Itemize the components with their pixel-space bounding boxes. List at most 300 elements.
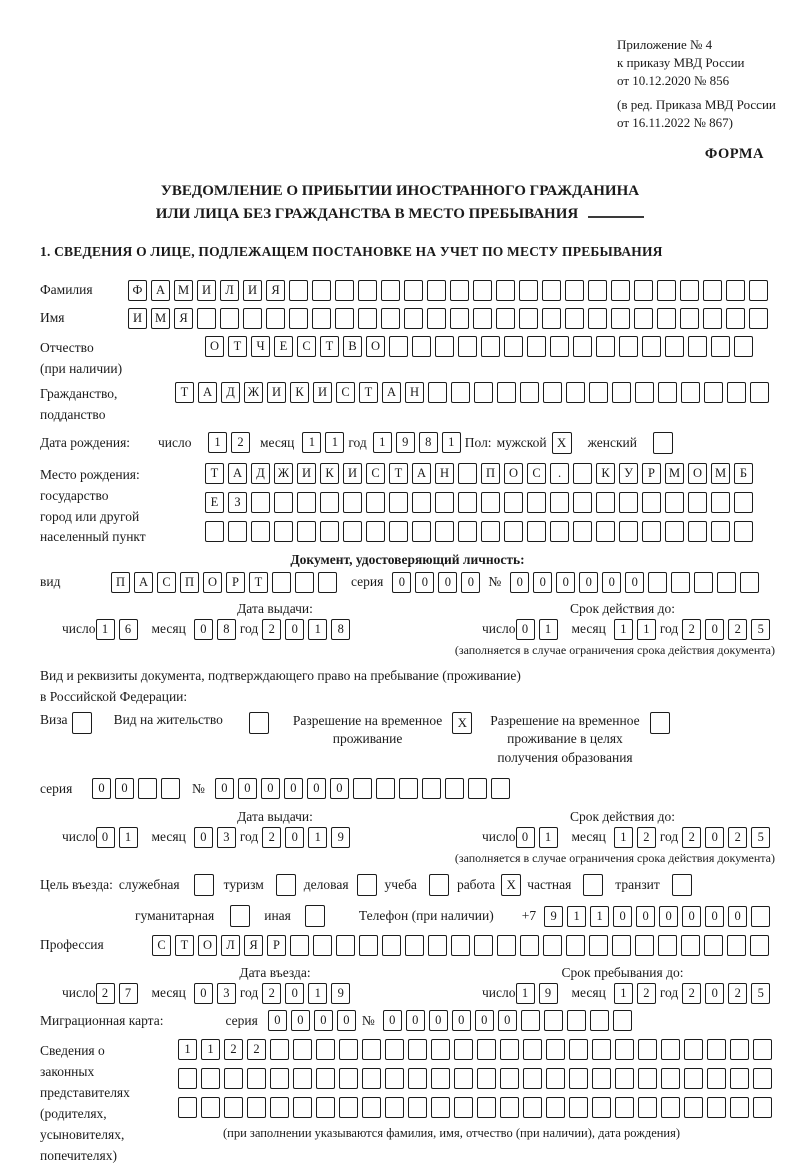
char-cell[interactable] [638,1039,657,1060]
char-cell[interactable]: Ф [128,280,147,301]
char-cell[interactable] [473,308,492,329]
char-cell[interactable] [703,280,722,301]
char-cell[interactable] [408,1097,427,1118]
char-cell[interactable] [293,1068,312,1089]
char-cell[interactable]: 0 [475,1010,494,1031]
char-cell[interactable] [445,778,464,799]
char-cell[interactable] [751,906,770,927]
char-cell[interactable] [366,492,385,513]
char-cell[interactable]: М [665,463,684,484]
char-cell[interactable] [220,308,239,329]
char-cell[interactable]: 9 [331,983,350,1004]
char-cell[interactable] [694,572,713,593]
char-cell[interactable] [474,382,493,403]
char-cell[interactable] [642,492,661,513]
char-cell[interactable] [474,935,493,956]
char-cell[interactable] [684,1097,703,1118]
char-cell[interactable] [546,1068,565,1089]
char-cell[interactable] [412,492,431,513]
char-cell[interactable] [519,308,538,329]
char-cell[interactable]: 0 [533,572,552,593]
char-cell[interactable]: 3 [217,983,236,1004]
char-cell[interactable] [596,336,615,357]
char-cell[interactable] [320,521,339,542]
char-cell[interactable] [435,521,454,542]
char-cell[interactable]: Д [221,382,240,403]
char-cell[interactable]: 0 [115,778,134,799]
char-cell[interactable] [619,492,638,513]
char-cell[interactable]: О [366,336,385,357]
char-cell[interactable]: 0 [406,1010,425,1031]
char-cell[interactable] [385,1097,404,1118]
char-cell[interactable] [681,935,700,956]
char-cell[interactable]: 2 [262,827,281,848]
char-cell[interactable] [454,1068,473,1089]
char-cell[interactable]: В [343,336,362,357]
char-cell[interactable]: М [151,308,170,329]
char-cell[interactable]: 8 [217,619,236,640]
char-cell[interactable] [289,308,308,329]
char-cell[interactable] [274,521,293,542]
char-cell[interactable] [359,935,378,956]
char-cell[interactable] [389,521,408,542]
char-cell[interactable] [730,1039,749,1060]
char-cell[interactable] [665,492,684,513]
char-cell[interactable] [504,492,523,513]
char-cell[interactable]: К [320,463,339,484]
char-cell[interactable]: 2 [728,827,747,848]
char-cell[interactable]: И [128,308,147,329]
char-cell[interactable]: Е [274,336,293,357]
char-cell[interactable]: 0 [285,619,304,640]
char-cell[interactable] [404,280,423,301]
char-cell[interactable]: 0 [194,983,213,1004]
char-cell[interactable]: 2 [262,983,281,1004]
char-cell[interactable] [657,280,676,301]
char-cell[interactable] [247,1068,266,1089]
char-cell[interactable] [688,492,707,513]
char-cell[interactable]: 1 [208,432,227,453]
char-cell[interactable]: А [382,382,401,403]
char-cell[interactable] [707,1097,726,1118]
char-cell[interactable] [519,280,538,301]
char-cell[interactable] [749,308,768,329]
char-cell[interactable]: 2 [637,983,656,1004]
char-cell[interactable]: 0 [392,572,411,593]
char-cell[interactable] [661,1039,680,1060]
char-cell[interactable] [454,1039,473,1060]
char-cell[interactable] [589,382,608,403]
char-cell[interactable]: 3 [217,827,236,848]
char-cell[interactable]: С [336,382,355,403]
char-cell[interactable] [619,521,638,542]
char-cell[interactable] [316,1039,335,1060]
checkbox-gender-female[interactable] [653,432,673,454]
char-cell[interactable]: 8 [419,432,438,453]
char-cell[interactable] [588,280,607,301]
char-cell[interactable] [592,1068,611,1089]
char-cell[interactable] [427,280,446,301]
char-cell[interactable] [450,308,469,329]
char-cell[interactable] [550,336,569,357]
char-cell[interactable]: 2 [728,983,747,1004]
char-cell[interactable]: Я [244,935,263,956]
char-cell[interactable]: 6 [119,619,138,640]
char-cell[interactable] [734,521,753,542]
char-cell[interactable]: А [198,382,217,403]
char-cell[interactable]: 0 [284,778,303,799]
checkbox-purpose-work[interactable]: X [501,874,521,896]
char-cell[interactable] [404,308,423,329]
char-cell[interactable] [704,382,723,403]
char-cell[interactable]: 1 [614,619,633,640]
char-cell[interactable] [527,521,546,542]
char-cell[interactable] [635,935,654,956]
char-cell[interactable] [661,1068,680,1089]
char-cell[interactable] [228,521,247,542]
char-cell[interactable] [615,1039,634,1060]
char-cell[interactable]: 1 [614,827,633,848]
char-cell[interactable] [336,935,355,956]
char-cell[interactable]: А [134,572,153,593]
char-cell[interactable] [316,1068,335,1089]
char-cell[interactable] [588,308,607,329]
char-cell[interactable]: Ч [251,336,270,357]
char-cell[interactable] [661,1097,680,1118]
char-cell[interactable] [592,1097,611,1118]
char-cell[interactable] [613,1010,632,1031]
char-cell[interactable] [521,1010,540,1031]
char-cell[interactable]: 0 [314,1010,333,1031]
char-cell[interactable] [428,382,447,403]
char-cell[interactable]: А [228,463,247,484]
char-cell[interactable] [270,1068,289,1089]
char-cell[interactable]: 0 [415,572,434,593]
checkbox-purpose-transit[interactable] [672,874,692,896]
char-cell[interactable] [596,492,615,513]
char-cell[interactable] [477,1097,496,1118]
char-cell[interactable] [399,778,418,799]
char-cell[interactable] [565,308,584,329]
char-cell[interactable] [527,336,546,357]
char-cell[interactable]: П [481,463,500,484]
char-cell[interactable] [381,280,400,301]
char-cell[interactable] [473,280,492,301]
char-cell[interactable] [243,308,262,329]
char-cell[interactable]: 0 [516,827,535,848]
char-cell[interactable] [458,521,477,542]
char-cell[interactable] [376,778,395,799]
char-cell[interactable]: О [198,935,217,956]
char-cell[interactable]: 2 [682,827,701,848]
char-cell[interactable] [573,521,592,542]
char-cell[interactable]: 9 [396,432,415,453]
char-cell[interactable] [313,935,332,956]
char-cell[interactable]: И [267,382,286,403]
char-cell[interactable]: 2 [224,1039,243,1060]
char-cell[interactable] [734,336,753,357]
char-cell[interactable] [753,1068,772,1089]
char-cell[interactable] [290,935,309,956]
char-cell[interactable] [339,1068,358,1089]
char-cell[interactable] [481,521,500,542]
char-cell[interactable]: А [412,463,431,484]
char-cell[interactable] [504,521,523,542]
char-cell[interactable]: Н [435,463,454,484]
char-cell[interactable]: Р [267,935,286,956]
char-cell[interactable] [318,572,337,593]
char-cell[interactable]: 0 [429,1010,448,1031]
char-cell[interactable]: 0 [285,983,304,1004]
char-cell[interactable] [657,308,676,329]
char-cell[interactable] [619,336,638,357]
char-cell[interactable] [500,1097,519,1118]
char-cell[interactable] [550,521,569,542]
char-cell[interactable]: И [343,463,362,484]
char-cell[interactable]: Т [228,336,247,357]
char-cell[interactable]: С [527,463,546,484]
char-cell[interactable]: У [619,463,638,484]
char-cell[interactable]: 2 [231,432,250,453]
checkbox-purpose-study[interactable] [429,874,449,896]
char-cell[interactable]: 1 [302,432,321,453]
char-cell[interactable] [750,935,769,956]
char-cell[interactable] [546,1097,565,1118]
char-cell[interactable]: 0 [705,906,724,927]
char-cell[interactable] [680,280,699,301]
char-cell[interactable]: 9 [331,827,350,848]
char-cell[interactable] [458,336,477,357]
char-cell[interactable] [612,935,631,956]
char-cell[interactable] [366,521,385,542]
char-cell[interactable]: 0 [516,619,535,640]
char-cell[interactable]: Н [405,382,424,403]
char-cell[interactable] [504,336,523,357]
char-cell[interactable] [730,1097,749,1118]
char-cell[interactable]: 0 [383,1010,402,1031]
char-cell[interactable] [353,778,372,799]
checkbox-purpose-business[interactable] [357,874,377,896]
char-cell[interactable] [681,382,700,403]
char-cell[interactable]: 2 [96,983,115,1004]
char-cell[interactable]: 0 [602,572,621,593]
char-cell[interactable]: И [243,280,262,301]
char-cell[interactable] [481,492,500,513]
char-cell[interactable] [496,280,515,301]
char-cell[interactable]: О [504,463,523,484]
char-cell[interactable] [658,382,677,403]
char-cell[interactable] [658,935,677,956]
char-cell[interactable]: Т [175,382,194,403]
char-cell[interactable]: 1 [614,983,633,1004]
char-cell[interactable]: 5 [751,983,770,1004]
char-cell[interactable]: Ж [274,463,293,484]
char-cell[interactable]: Р [226,572,245,593]
char-cell[interactable]: Т [249,572,268,593]
checkbox-purpose-other[interactable] [305,905,325,927]
char-cell[interactable] [543,935,562,956]
char-cell[interactable] [543,382,562,403]
char-cell[interactable] [178,1068,197,1089]
char-cell[interactable] [412,521,431,542]
char-cell[interactable]: И [313,382,332,403]
char-cell[interactable] [201,1068,220,1089]
char-cell[interactable] [161,778,180,799]
char-cell[interactable]: 9 [539,983,558,1004]
char-cell[interactable]: П [180,572,199,593]
char-cell[interactable]: 0 [261,778,280,799]
char-cell[interactable]: 0 [705,827,724,848]
char-cell[interactable]: Т [205,463,224,484]
char-cell[interactable] [592,1039,611,1060]
char-cell[interactable] [381,308,400,329]
char-cell[interactable] [648,572,667,593]
char-cell[interactable] [481,336,500,357]
char-cell[interactable]: 0 [728,906,747,927]
char-cell[interactable]: 0 [285,827,304,848]
char-cell[interactable]: 1 [119,827,138,848]
char-cell[interactable]: 0 [438,572,457,593]
char-cell[interactable] [343,521,362,542]
char-cell[interactable] [138,778,157,799]
char-cell[interactable]: 1 [308,983,327,1004]
char-cell[interactable] [312,280,331,301]
char-cell[interactable] [726,308,745,329]
char-cell[interactable] [711,492,730,513]
char-cell[interactable] [684,1068,703,1089]
char-cell[interactable]: 1 [178,1039,197,1060]
char-cell[interactable] [569,1068,588,1089]
char-cell[interactable] [711,336,730,357]
char-cell[interactable]: П [111,572,130,593]
char-cell[interactable]: 1 [201,1039,220,1060]
char-cell[interactable] [251,521,270,542]
char-cell[interactable] [431,1068,450,1089]
char-cell[interactable] [550,492,569,513]
char-cell[interactable]: Л [221,935,240,956]
char-cell[interactable] [635,382,654,403]
char-cell[interactable]: 0 [461,572,480,593]
char-cell[interactable]: Р [642,463,661,484]
char-cell[interactable] [266,308,285,329]
char-cell[interactable] [385,1039,404,1060]
char-cell[interactable] [274,492,293,513]
char-cell[interactable]: Е [205,492,224,513]
char-cell[interactable] [615,1068,634,1089]
char-cell[interactable] [385,1068,404,1089]
char-cell[interactable] [362,1039,381,1060]
char-cell[interactable]: 0 [636,906,655,927]
char-cell[interactable] [749,280,768,301]
char-cell[interactable] [704,935,723,956]
char-cell[interactable]: 1 [325,432,344,453]
char-cell[interactable]: Б [734,463,753,484]
checkbox-purpose-humanitarian[interactable] [230,905,250,927]
char-cell[interactable]: О [205,336,224,357]
char-cell[interactable] [431,1039,450,1060]
char-cell[interactable] [458,492,477,513]
char-cell[interactable] [566,382,585,403]
char-cell[interactable] [566,935,585,956]
char-cell[interactable]: Я [266,280,285,301]
char-cell[interactable] [717,572,736,593]
char-cell[interactable] [435,492,454,513]
char-cell[interactable] [567,1010,586,1031]
checkbox-temp-residence[interactable]: X [452,712,472,734]
char-cell[interactable] [408,1039,427,1060]
char-cell[interactable]: С [157,572,176,593]
char-cell[interactable]: С [297,336,316,357]
char-cell[interactable] [642,336,661,357]
char-cell[interactable] [589,935,608,956]
checkbox-temp-residence-edu[interactable] [650,712,670,734]
char-cell[interactable] [523,1068,542,1089]
char-cell[interactable]: 0 [291,1010,310,1031]
char-cell[interactable] [293,1097,312,1118]
char-cell[interactable] [251,492,270,513]
char-cell[interactable]: М [174,280,193,301]
char-cell[interactable]: И [197,280,216,301]
char-cell[interactable] [665,521,684,542]
char-cell[interactable] [688,521,707,542]
char-cell[interactable] [422,778,441,799]
char-cell[interactable] [289,280,308,301]
char-cell[interactable]: 0 [215,778,234,799]
char-cell[interactable]: К [290,382,309,403]
char-cell[interactable] [458,463,477,484]
char-cell[interactable] [343,492,362,513]
char-cell[interactable] [339,1039,358,1060]
char-cell[interactable] [611,280,630,301]
char-cell[interactable] [573,336,592,357]
char-cell[interactable] [270,1039,289,1060]
char-cell[interactable]: 1 [539,827,558,848]
char-cell[interactable]: И [297,463,316,484]
char-cell[interactable] [408,1068,427,1089]
char-cell[interactable]: 0 [238,778,257,799]
char-cell[interactable] [727,935,746,956]
char-cell[interactable] [224,1097,243,1118]
char-cell[interactable]: Т [389,463,408,484]
char-cell[interactable]: М [711,463,730,484]
char-cell[interactable] [272,572,291,593]
char-cell[interactable] [688,336,707,357]
char-cell[interactable]: 5 [751,619,770,640]
char-cell[interactable] [565,280,584,301]
char-cell[interactable]: 2 [682,619,701,640]
char-cell[interactable] [634,308,653,329]
char-cell[interactable]: 1 [516,983,535,1004]
char-cell[interactable] [684,1039,703,1060]
char-cell[interactable] [297,521,316,542]
char-cell[interactable] [726,280,745,301]
char-cell[interactable] [573,463,592,484]
char-cell[interactable]: К [596,463,615,484]
char-cell[interactable] [270,1097,289,1118]
char-cell[interactable] [178,1097,197,1118]
char-cell[interactable] [569,1097,588,1118]
char-cell[interactable] [201,1097,220,1118]
char-cell[interactable]: 1 [590,906,609,927]
char-cell[interactable] [320,492,339,513]
char-cell[interactable]: 0 [659,906,678,927]
char-cell[interactable]: 0 [268,1010,287,1031]
char-cell[interactable]: 8 [331,619,350,640]
char-cell[interactable] [316,1097,335,1118]
char-cell[interactable] [707,1039,726,1060]
char-cell[interactable]: 0 [613,906,632,927]
char-cell[interactable] [450,280,469,301]
